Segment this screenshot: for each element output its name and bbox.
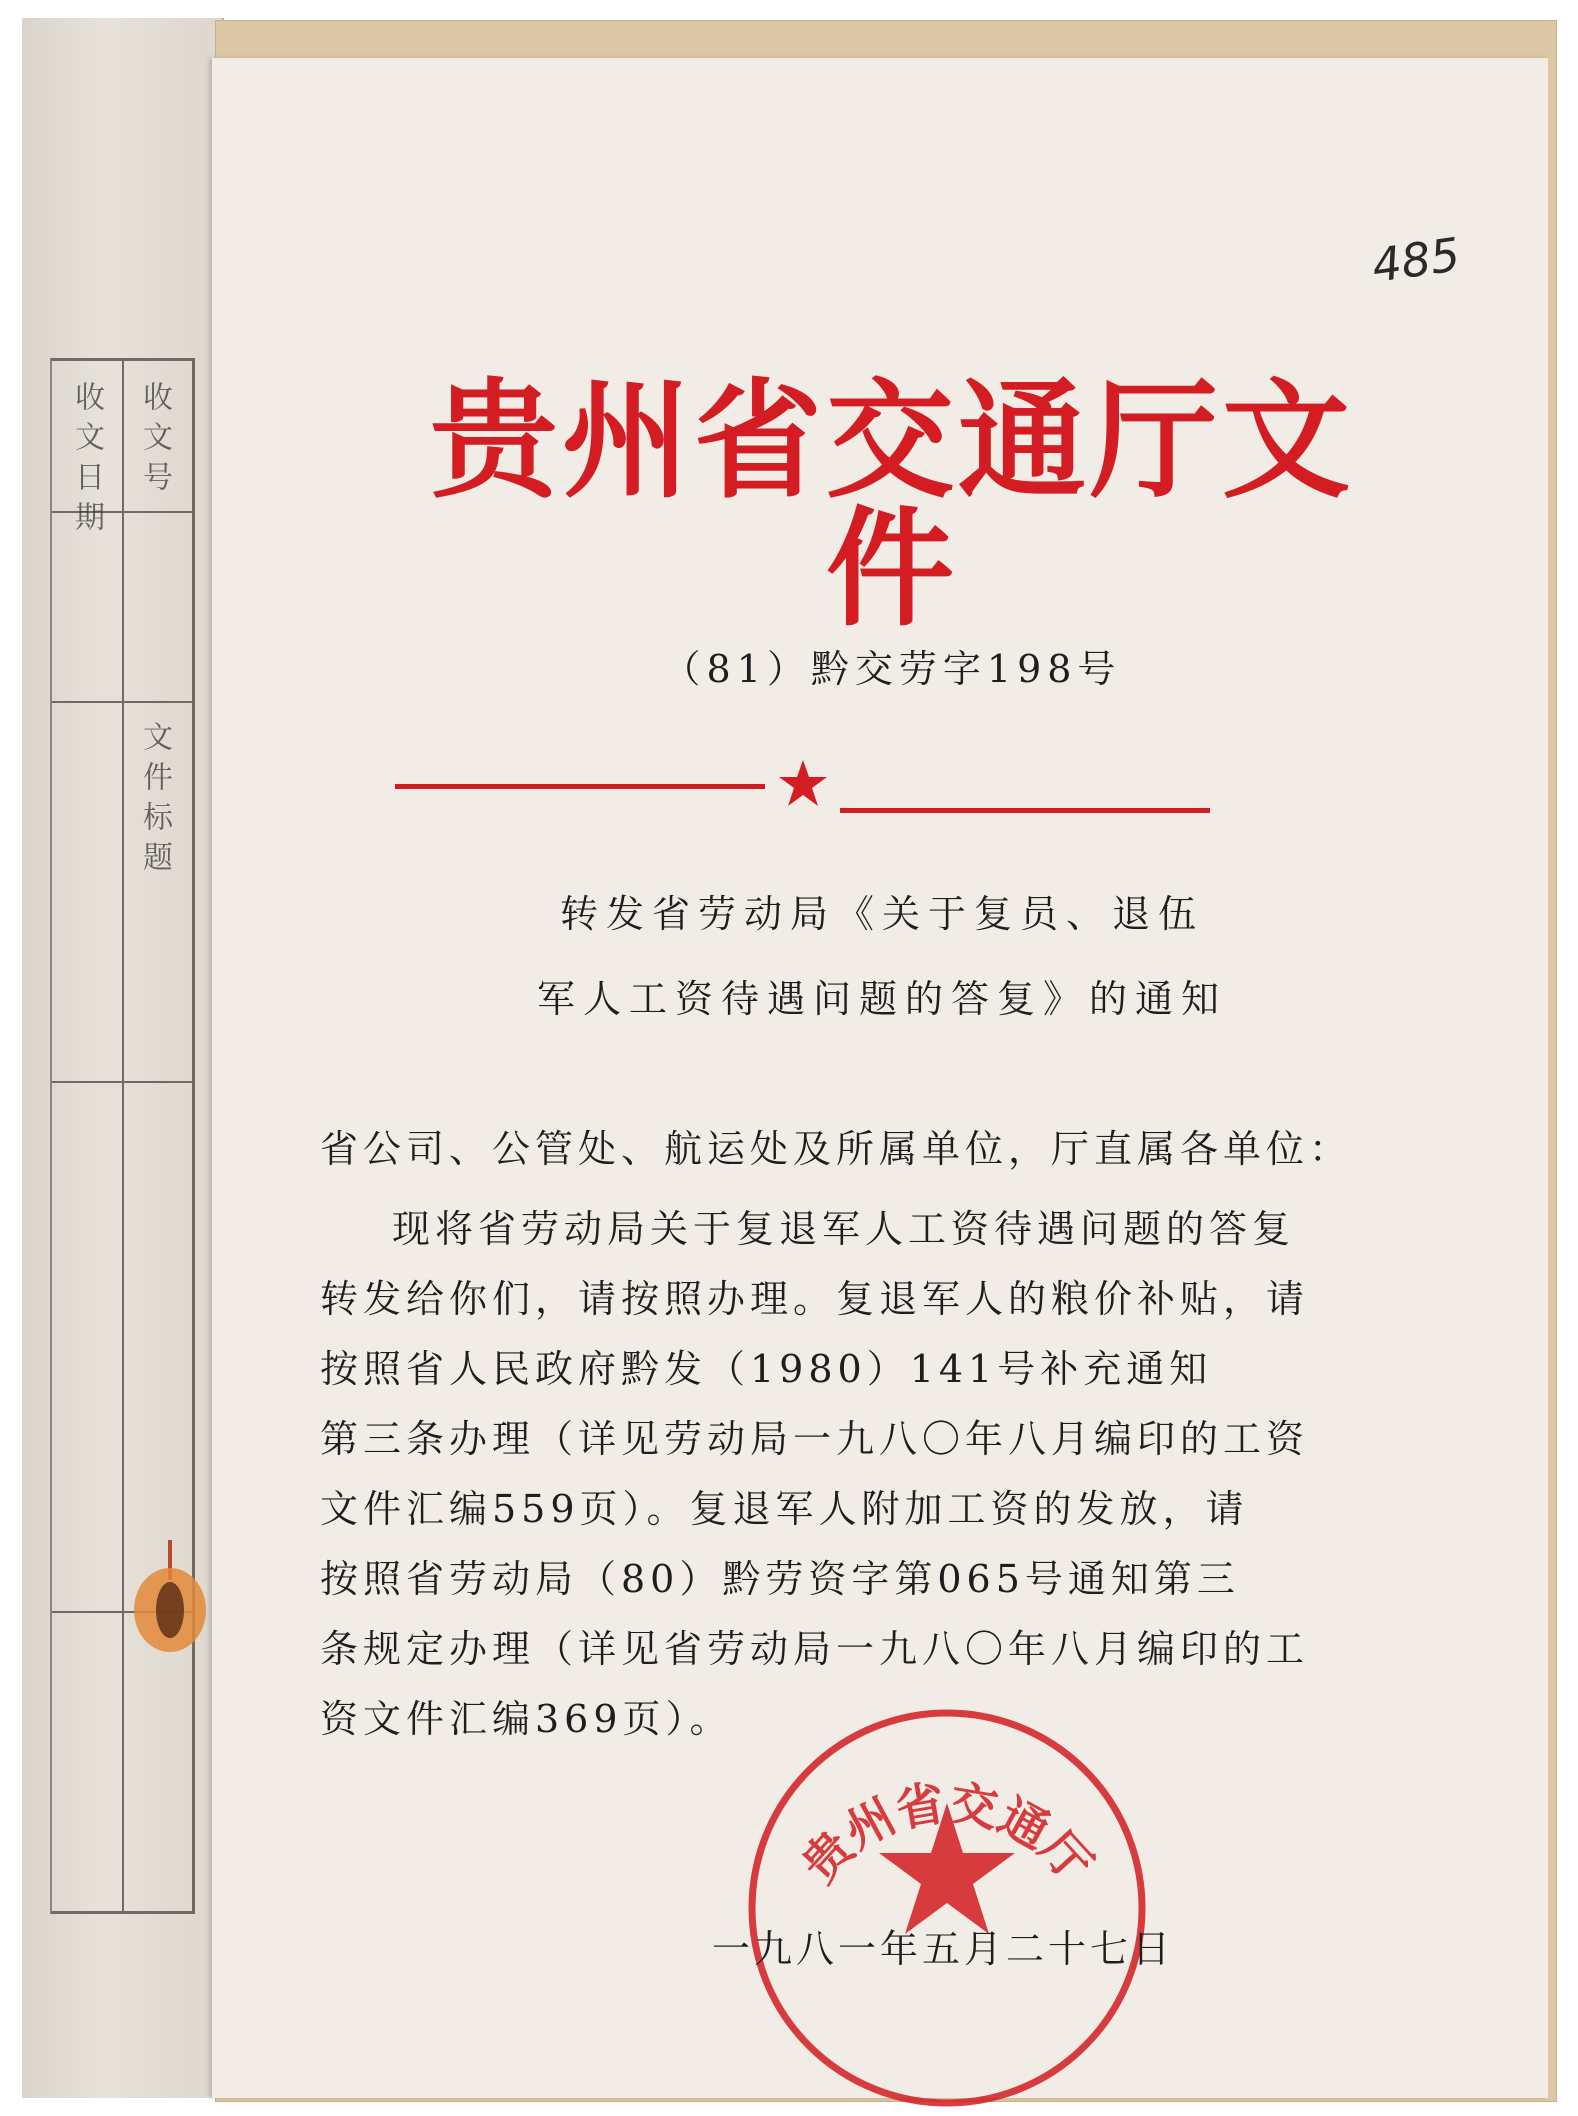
body-line: 转发给你们，请按照办理。复退军人的粮价补贴，请 — [320, 1277, 1310, 1321]
wax-seal-icon — [128, 1540, 212, 1660]
subject-line-1: 转发省劳动局《关于复员、退伍 — [559, 892, 1204, 936]
svg-text:贵州省交通厅: 贵州省交通厅 — [791, 1775, 1103, 1894]
document-date: 一九八一年五月二十七日 — [712, 1927, 1175, 1971]
document-number: （81）黔交劳字198号 — [662, 647, 1122, 691]
official-seal-icon — [737, 1698, 1157, 2116]
body-line: 按照省劳动局（80）黔劳资字第065号通知第三 — [320, 1557, 1240, 1601]
red-star-icon — [778, 758, 828, 808]
body-line: 条规定办理（详见省劳动局一九八〇年八月编印的工 — [320, 1627, 1310, 1671]
body-line: 资文件汇编369页）。 — [320, 1697, 733, 1741]
page-number: 485 — [1368, 227, 1464, 293]
body-line: 现将省劳动局关于复退军人工资待遇问题的答复 — [392, 1207, 1296, 1251]
body-line: 第三条办理（详见劳动局一九八〇年八月编印的工资 — [320, 1417, 1310, 1461]
document-title: 贵州省交通厅文件 — [429, 367, 1354, 644]
body-line: 按照省人民政府黔发（1980）141号补充通知 — [320, 1347, 1213, 1391]
document-page — [212, 58, 1548, 2098]
recipients: 省公司、公管处、航运处及所属单位，厅直属各单位： — [320, 1127, 1353, 1171]
subject-line-2: 军人工资待遇问题的答复》的通知 — [536, 977, 1227, 1021]
red-divider-right — [840, 808, 1210, 813]
body-line: 文件汇编559页）。复退军人附加工资的发放，请 — [320, 1487, 1249, 1531]
red-divider-left — [395, 784, 765, 789]
binder-form-table: 收文日期 收文号 文件标题 — [50, 358, 195, 1914]
binder-cover — [22, 18, 224, 2098]
